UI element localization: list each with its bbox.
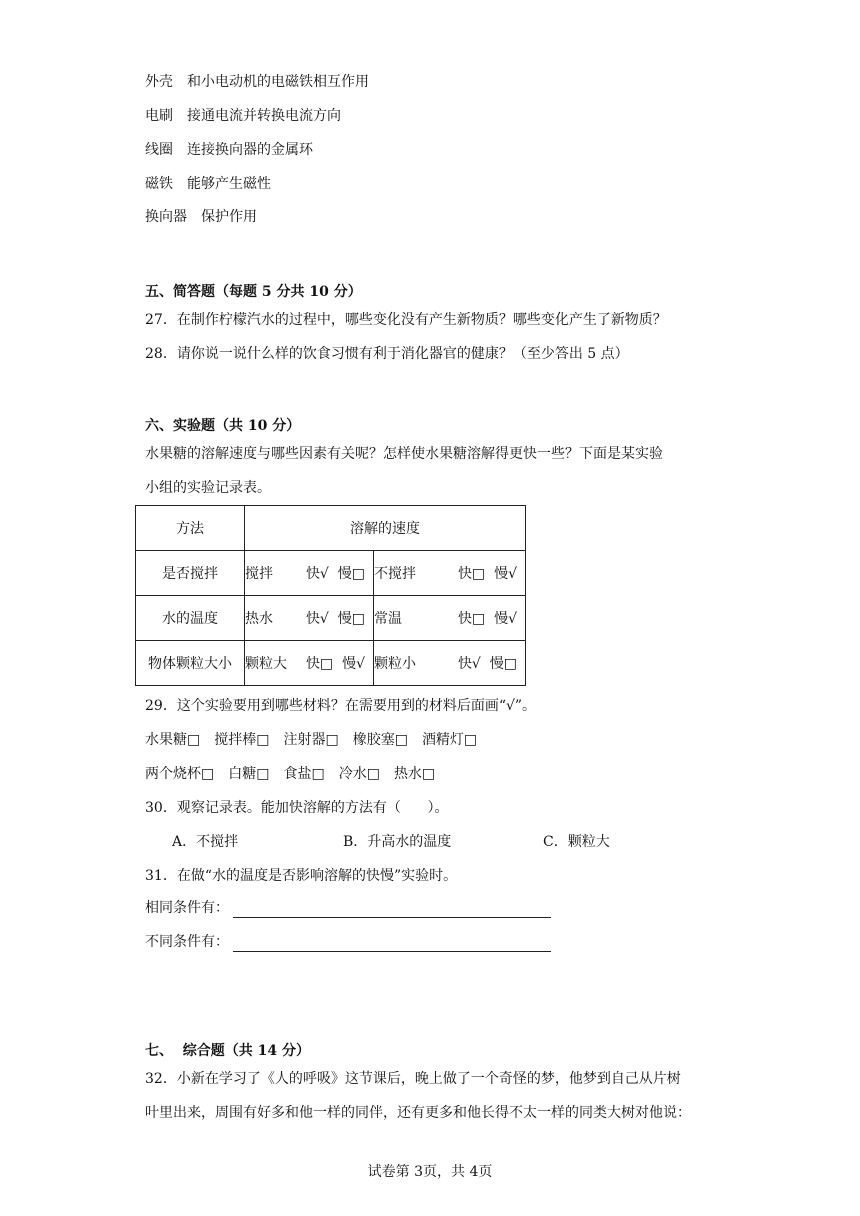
intro-line-2: 小组的实验记录表。 xyxy=(145,480,271,496)
matching-row-5 xyxy=(145,207,257,227)
matching-row-3 xyxy=(145,140,313,160)
option-label: 热水 xyxy=(245,611,273,627)
option-marks: 快□ 慢√ xyxy=(457,566,517,582)
material-checkbox[interactable]: 食盐□ xyxy=(283,766,325,782)
option-cell xyxy=(245,641,374,686)
diff-conditions xyxy=(145,932,551,952)
option-label: 不搅拌 xyxy=(374,566,416,582)
matching-left: 电刷 xyxy=(145,108,173,124)
option-label: 颗粒小 xyxy=(374,656,416,672)
same-conditions-label: 相同条件有： xyxy=(145,900,229,916)
matching-left: 外壳 xyxy=(145,74,173,90)
material-checkbox[interactable]: 白糖□ xyxy=(228,766,270,782)
material-checkbox[interactable]: 橡胶塞□ xyxy=(352,732,408,748)
option-label: 常温 xyxy=(374,611,402,627)
question-31: 31．在做“水的温度是否影响溶解的快慢”实验时。 xyxy=(145,868,458,884)
option-cell xyxy=(374,641,526,686)
header-speed: 溶解的速度 xyxy=(245,506,526,551)
material-checkbox[interactable]: 水果糖□ xyxy=(145,732,201,748)
matching-left: 换向器 xyxy=(145,209,187,225)
diff-conditions-label: 不同条件有： xyxy=(145,934,229,950)
option-label: 颗粒大 xyxy=(245,656,287,672)
page-footer: 试卷第 3页，共 4页 xyxy=(367,1164,493,1180)
experiment-table xyxy=(135,505,526,686)
choice-b[interactable]: B．升高水的温度 xyxy=(343,834,452,850)
question-30: 30．观察记录表。能加快溶解的方法有（ ）。 xyxy=(145,800,449,816)
option-cell xyxy=(374,596,526,641)
matching-row-4 xyxy=(145,174,271,194)
material-checkbox[interactable]: 冷水□ xyxy=(338,766,380,782)
row-method: 物体颗粒大小 xyxy=(136,641,245,686)
row-method: 水的温度 xyxy=(136,596,245,641)
choice-a[interactable]: A．不搅拌 xyxy=(172,834,239,850)
option-cell xyxy=(374,551,526,596)
matching-left: 线圈 xyxy=(145,142,173,158)
material-checkbox[interactable]: 酒精灯□ xyxy=(421,732,478,748)
option-marks: 快√ 慢□ xyxy=(457,656,517,672)
matching-row-1 xyxy=(145,72,369,92)
section6-title: 六、实验题（共 10 分） xyxy=(145,418,301,434)
table-row xyxy=(136,551,526,596)
section7-title: 七、 综合题（共 14 分） xyxy=(145,1043,310,1059)
material-checkbox[interactable]: 搅拌棒□ xyxy=(214,732,270,748)
option-label: 搅拌 xyxy=(245,566,273,582)
option-marks: 快√ 慢□ xyxy=(305,566,365,582)
option-marks: 快□ 慢√ xyxy=(457,611,517,627)
matching-right: 和小电动机的电磁铁相互作用 xyxy=(187,74,369,90)
section5-title: 五、简答题（每题 5 分共 10 分） xyxy=(145,284,362,300)
matching-right: 连接换向器的金属环 xyxy=(187,142,313,158)
matching-row-2 xyxy=(145,106,341,126)
question-29: 29．这个实验要用到哪些材料？在需要用到的材料后面画“√”。 xyxy=(145,698,537,714)
matching-right: 接通电流并转换电流方向 xyxy=(187,108,341,124)
table-header-row xyxy=(136,506,526,551)
matching-left: 磁铁 xyxy=(145,176,173,192)
row-method: 是否搅拌 xyxy=(136,551,245,596)
option-marks: 快□ 慢√ xyxy=(305,656,365,672)
materials-row-2 xyxy=(145,764,435,784)
question-32-line-1: 32．小新在学习了《人的呼吸》这节课后，晚上做了一个奇怪的梦，他梦到自己从片树 xyxy=(145,1071,681,1087)
same-conditions xyxy=(145,898,551,918)
option-cell xyxy=(245,596,374,641)
table-row xyxy=(136,641,526,686)
option-cell xyxy=(245,551,374,596)
material-checkbox[interactable]: 注射器□ xyxy=(283,732,339,748)
material-checkbox[interactable]: 热水□ xyxy=(393,766,436,782)
header-method: 方法 xyxy=(136,506,245,551)
same-conditions-answer-line[interactable] xyxy=(233,901,551,918)
table-row xyxy=(136,596,526,641)
diff-conditions-answer-line[interactable] xyxy=(233,935,551,952)
matching-right: 保护作用 xyxy=(201,209,257,225)
materials-row-1 xyxy=(145,730,477,750)
material-checkbox[interactable]: 两个烧杯□ xyxy=(145,766,215,782)
intro-line-1: 水果糖的溶解速度与哪些因素有关呢？怎样使水果糖溶解得更快一些？下面是某实验 xyxy=(145,446,663,462)
option-marks: 快√ 慢□ xyxy=(305,611,365,627)
question-32-line-2: 叶里出来，周围有好多和他一样的同伴，还有更多和他长得不太一样的同类大树对他说： xyxy=(145,1105,691,1121)
question-27: 27．在制作柠檬汽水的过程中，哪些变化没有产生新物质？哪些变化产生了新物质？ xyxy=(145,312,667,328)
question-28: 28．请你说一说什么样的饮食习惯有利于消化器官的健康？（至少答出 5 点） xyxy=(145,346,629,362)
matching-right: 能够产生磁性 xyxy=(187,176,271,192)
choice-c[interactable]: C．颗粒大 xyxy=(543,834,610,850)
